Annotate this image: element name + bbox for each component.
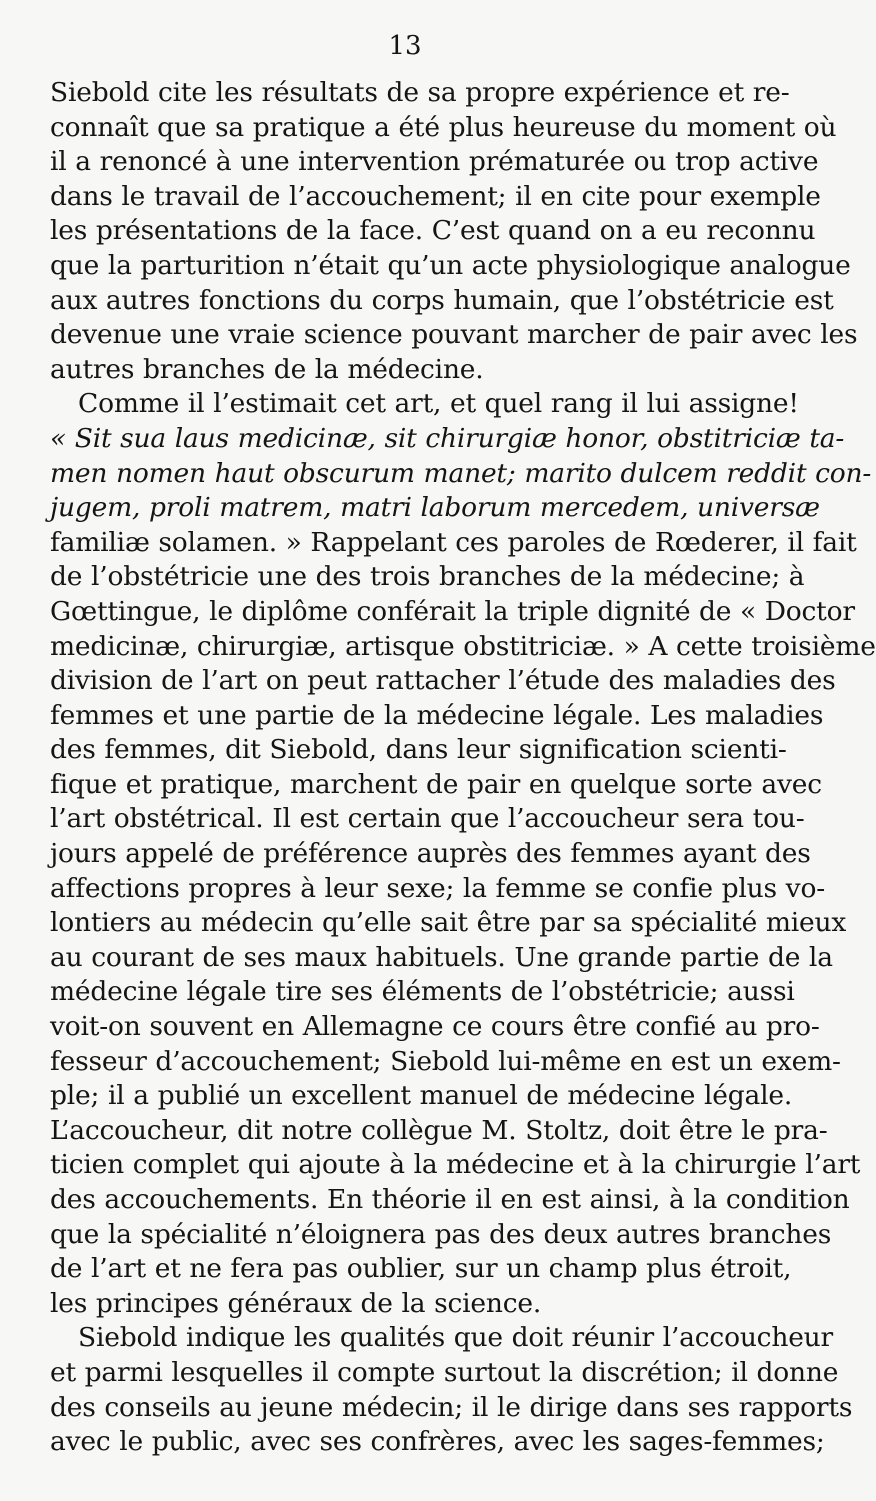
latin-quote: jugem, proli matrem, matri laborum mercedem, universæ — [50, 492, 820, 524]
text-line: ple; il a publié un excellent manuel de médecine légale. — [50, 1080, 793, 1112]
text-line: que la spécialité n’éloignera pas des deux autres branches — [50, 1218, 832, 1250]
text-line: les principes généraux de la science. — [50, 1287, 542, 1319]
text-line: Comme il l’estimait cet art, et quel rang il lui assigne! — [78, 388, 799, 420]
text-line: fesseur d’accouchement; Siebold lui-même en est un exem- — [50, 1045, 841, 1077]
text-line: Gœttingue, le diplôme conférait la triple dignité de « Doctor — [50, 595, 855, 627]
text-line: de l’obstétricie une des trois branches de la médecine; à — [50, 561, 805, 593]
text-line: devenue une vraie science pouvant marcher de pair avec les — [50, 319, 858, 351]
text-line: connaît que sa pratique a été plus heureuse du moment où — [50, 111, 837, 143]
text-line: les présentations de la face. C’est quand on a eu reconnu — [50, 215, 816, 247]
text-line: des conseils au jeune médecin; il le dirige dans ses rapports — [50, 1391, 853, 1423]
text-line-italic-quote — [50, 491, 820, 526]
text-line: que la parturition n’était qu’un acte physiologique analogue — [50, 249, 851, 281]
text-line: Siebold cite les résultats de sa propre expérience et re- — [50, 77, 790, 108]
text-line-italic-quote — [50, 422, 845, 457]
text-line: ticien complet qui ajoute à la médecine et à la chirurgie l’art — [50, 1149, 861, 1181]
text-line: il a renoncé à une intervention prématurée ou trop active — [50, 146, 819, 178]
text-line: au courant de ses maux habituels. Une grande partie de la — [50, 941, 833, 973]
text-line-italic-quote — [50, 457, 872, 492]
text-line: Siebold indique les qualités que doit réunir l’accoucheur — [78, 1322, 834, 1354]
text-line: aux autres fonctions du corps humain, que l’obstétricie est — [50, 284, 834, 316]
text-line: femmes et une partie de la médecine légale. Les maladies — [50, 699, 824, 731]
text-line: des accouchements. En théorie il en est ainsi, à la condition — [50, 1184, 850, 1215]
text-line: affections propres à leur sexe; la femme se confie plus vo- — [50, 872, 825, 904]
latin-quote: « Sit sua laus medicinæ, sit chirurgiæ honor, obstitriciæ ta- — [50, 422, 845, 454]
text-line: avec le public, avec ses confrères, avec les sages-femmes; — [50, 1426, 825, 1458]
text-line: et parmi lesquelles il compte surtout la discrétion; il donne — [50, 1356, 839, 1388]
text-line: division de l’art on peut rattacher l’étude des maladies des — [50, 665, 836, 697]
text-line: dans le travail de l’accouchement; il en cite pour exemple — [50, 180, 821, 212]
text-line: de l’art et ne fera pas oublier, sur un champ plus étroit, — [50, 1253, 792, 1285]
text-line: jours appelé de préférence auprès des femmes ayant des — [50, 838, 811, 870]
paragraph-1 — [50, 76, 858, 387]
paragraph-3 — [50, 1321, 853, 1459]
text-line: fique et pratique, marchent de pair en quelque sorte avec — [50, 768, 822, 800]
page-number: 13 — [388, 31, 422, 61]
text-line: des femmes, dit Siebold, dans leur signification scienti- — [50, 734, 787, 766]
text-line: voit-on souvent en Allemagne ce cours être confié au pro- — [50, 1011, 820, 1043]
text-line: médecine légale tire ses éléments de l’obstétricie; aussi — [50, 976, 795, 1008]
text-line: L’accoucheur, dit notre collègue M. Stoltz, doit être le pra- — [50, 1114, 828, 1146]
latin-quote: men nomen haut obscurum manet; marito dulcem reddit con- — [50, 457, 872, 489]
text-line: lontiers au médecin qu’elle sait être par sa spécialité mieux — [50, 907, 847, 939]
paragraph-2 — [50, 387, 876, 1321]
text-line: medicinæ, chirurgiæ, artisque obstitriciæ. » A cette troisième — [50, 630, 876, 662]
text-line: l’art obstétrical. Il est certain que l’accoucheur sera tou- — [50, 803, 805, 835]
text-line: autres branches de la médecine. — [50, 353, 484, 385]
text-line: familiæ solamen. » Rappelant ces paroles de Rœderer, il fait — [50, 526, 857, 558]
